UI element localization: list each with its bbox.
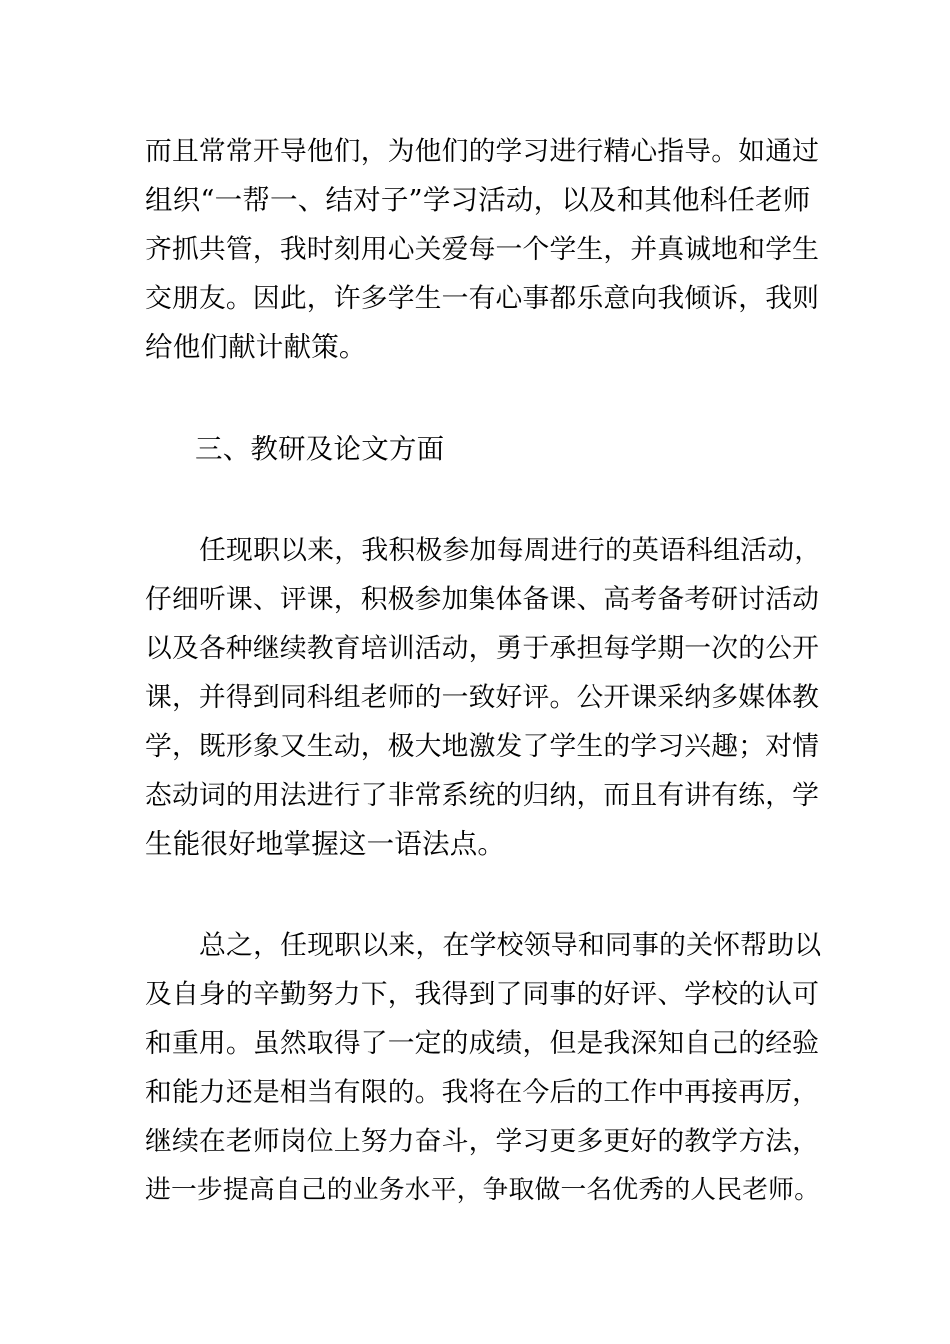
paragraph-line: 态动词的用法进行了非常系统的归纳，而且有讲有练，学 xyxy=(145,780,820,811)
paragraph-line: 及自身的辛勤努力下，我得到了同事的好评、学校的认可 xyxy=(145,979,820,1010)
paragraph-line: 学，既形象又生动，极大地激发了学生的学习兴趣；对情 xyxy=(145,731,820,762)
paragraph-line: 和能力还是相当有限的。我将在今后的工作中再接再厉， xyxy=(145,1077,820,1108)
paragraph-line: 课，并得到同科组老师的一致好评。公开课采纳多媒体教 xyxy=(145,682,820,713)
paragraph-line: 仔细听课、评课，积极参加集体备课、高考备考研讨活动 xyxy=(145,584,820,615)
paragraph-line: 生能很好地掌握这一语法点。 xyxy=(145,828,506,860)
section-heading-block xyxy=(145,425,815,474)
paragraph-line: 任现职以来，我积极参加每周进行的英语科组活动， xyxy=(199,535,822,566)
paragraph-line: 和重用。虽然取得了一定的成绩，但是我深知自己的经验 xyxy=(145,1028,820,1059)
paragraph-line: 交朋友。因此，许多学生一有心事都乐意向我倾诉，我则 xyxy=(145,283,820,314)
paragraph-research xyxy=(145,526,822,869)
paragraph-line: 而且常常开导他们，为他们的学习进行精心指导。如通过 xyxy=(145,136,820,167)
paragraph-line: 组织“一帮一、结对子”学习活动，以及和其他科任老师 xyxy=(145,184,811,216)
paragraph-line: 继续在老师岗位上努力奋斗，学习更多更好的教学方法， xyxy=(145,1126,820,1157)
paragraph-continuation xyxy=(145,127,820,372)
section-heading: 三、教研及论文方面 xyxy=(195,433,445,465)
paragraph-line: 进一步提高自己的业务水平，争取做一名优秀的人民老师。 xyxy=(145,1175,821,1205)
paragraph-summary xyxy=(145,921,822,1215)
paragraph-line: 总之，任现职以来，在学校领导和同事的关怀帮助以 xyxy=(199,930,822,961)
paragraph-line: 齐抓共管，我时刻用心关爱每一个学生，并真诚地和学生 xyxy=(145,234,820,265)
paragraph-line: 以及各种继续教育培训活动，勇于承担每学期一次的公开 xyxy=(145,633,820,664)
paragraph-line: 给他们献计献策。 xyxy=(145,331,367,363)
